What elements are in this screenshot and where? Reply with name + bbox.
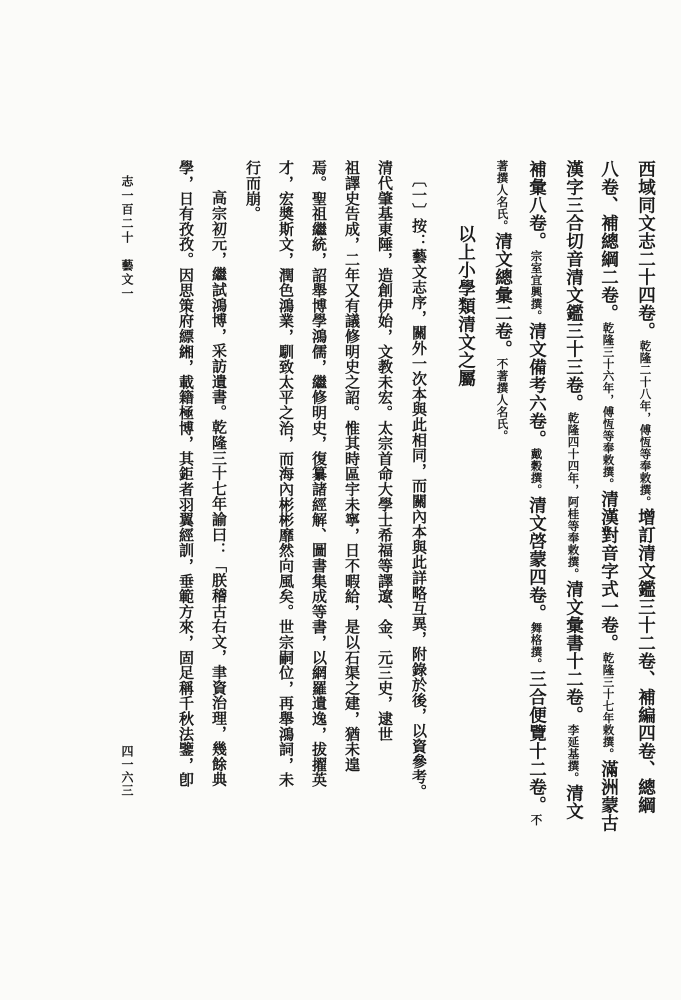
footnote-column-6 [245, 160, 260, 221]
footnote-column-3 [344, 160, 359, 772]
footnote-column-8 [178, 160, 193, 787]
footnote-column-5 [278, 160, 293, 787]
folio-text: 志一百二十 藝文一 [120, 175, 134, 301]
seg: 漢字三合切音清文鑑三十三卷。 [563, 160, 584, 412]
seg: 清代肇基東陲，造創伊始，文教未宏。太宗首命大學士希福等譯遼、金、元三史，逮世 [376, 160, 394, 742]
seg-note: 乾隆三十七年敕撰。 [601, 652, 616, 760]
seg: 焉。聖祖繼統，詔舉博學鴻儒，繼修明史，復纂諸經解、圖書集成等書，以網羅遺逸，拔擢英 [310, 160, 328, 788]
seg: 祖譯史告成，二年又有議修明史之詔。惟其時區宇未寧，日不暇給，是以石渠之建，猶未遑 [343, 160, 361, 772]
seg: 清文彙書十二卷。 [563, 580, 584, 724]
seg-note: 舞格撰。 [529, 622, 544, 670]
footnote-column-2 [377, 160, 392, 741]
text-column-2 [599, 160, 617, 832]
footnote-column-4 [311, 160, 326, 787]
seg: 行而崩。 [244, 160, 262, 222]
seg: 清文備考六卷。 [526, 322, 547, 448]
seg-note: 李延基撰。 [566, 724, 581, 784]
seg: 清文總彙二卷。 [492, 232, 513, 358]
seg-note: 不 [529, 814, 544, 826]
seg: 高宗初元，繼試鴻博，采訪遺書。乾隆三十七年諭曰：「朕稽古右文，聿資治理，幾餘典 [210, 190, 228, 787]
seg-note: 宗室宜興撰。 [529, 250, 544, 322]
seg-note: 乾隆四十四年，阿桂等奉敕撰。 [566, 412, 581, 580]
seg: 補彙八卷。 [526, 160, 547, 250]
page-number [121, 745, 133, 797]
seg: 學，日有孜孜。因思策府縹緗，載籍極博，其鉅者羽翼經訓，垂範方來，固足稱千秋法鑒，卽 [177, 160, 195, 788]
seg-note: 著撰人名氏。 [495, 160, 510, 232]
seg: 八卷、補總綱二卷。 [598, 160, 619, 322]
footnote-column-1 [411, 172, 426, 799]
seg-note: 戴穀撰。 [529, 448, 544, 496]
section-heading [456, 225, 474, 387]
page-number-text: 四一六三 [120, 745, 134, 797]
seg: 三合便覽十二卷。 [526, 670, 547, 814]
seg: 增訂清文鑑三十二卷、補編四卷、總綱 [635, 508, 656, 814]
seg: 清文啓蒙四卷。 [526, 496, 547, 622]
text-column-4 [527, 160, 545, 826]
text-column-5 [493, 160, 511, 442]
seg: 才，宏奬斯文，潤色鴻業，馴致太平之治，而海內彬彬靡然向風矣。世宗嗣位，再舉鴻詞，未 [277, 160, 295, 788]
footnote-column-7 [211, 190, 226, 787]
seg: 滿洲蒙古 [598, 760, 619, 832]
folio-label [121, 175, 133, 301]
text-column-3 [564, 160, 582, 820]
text-column-1 [636, 160, 654, 814]
seg: 西域同文志二十四卷。 [635, 160, 656, 340]
seg: 〔一〕按：藝文志序，關外一次本與此相同，而關內本與此詳略互異，附錄於後，以資參考。 [410, 172, 428, 800]
seg-note: 不著撰人名氏。 [495, 358, 510, 442]
seg: 清文 [563, 784, 584, 820]
seg-note: 乾隆二十八年，傅恆等奉敕撰。 [638, 340, 653, 508]
seg: 清漢對音字式一卷。 [598, 490, 619, 652]
heading-text: 以上小學類清文之屬 [455, 225, 476, 387]
seg-note: 乾隆三十六年，傅恆等奉敕撰。 [601, 322, 616, 490]
